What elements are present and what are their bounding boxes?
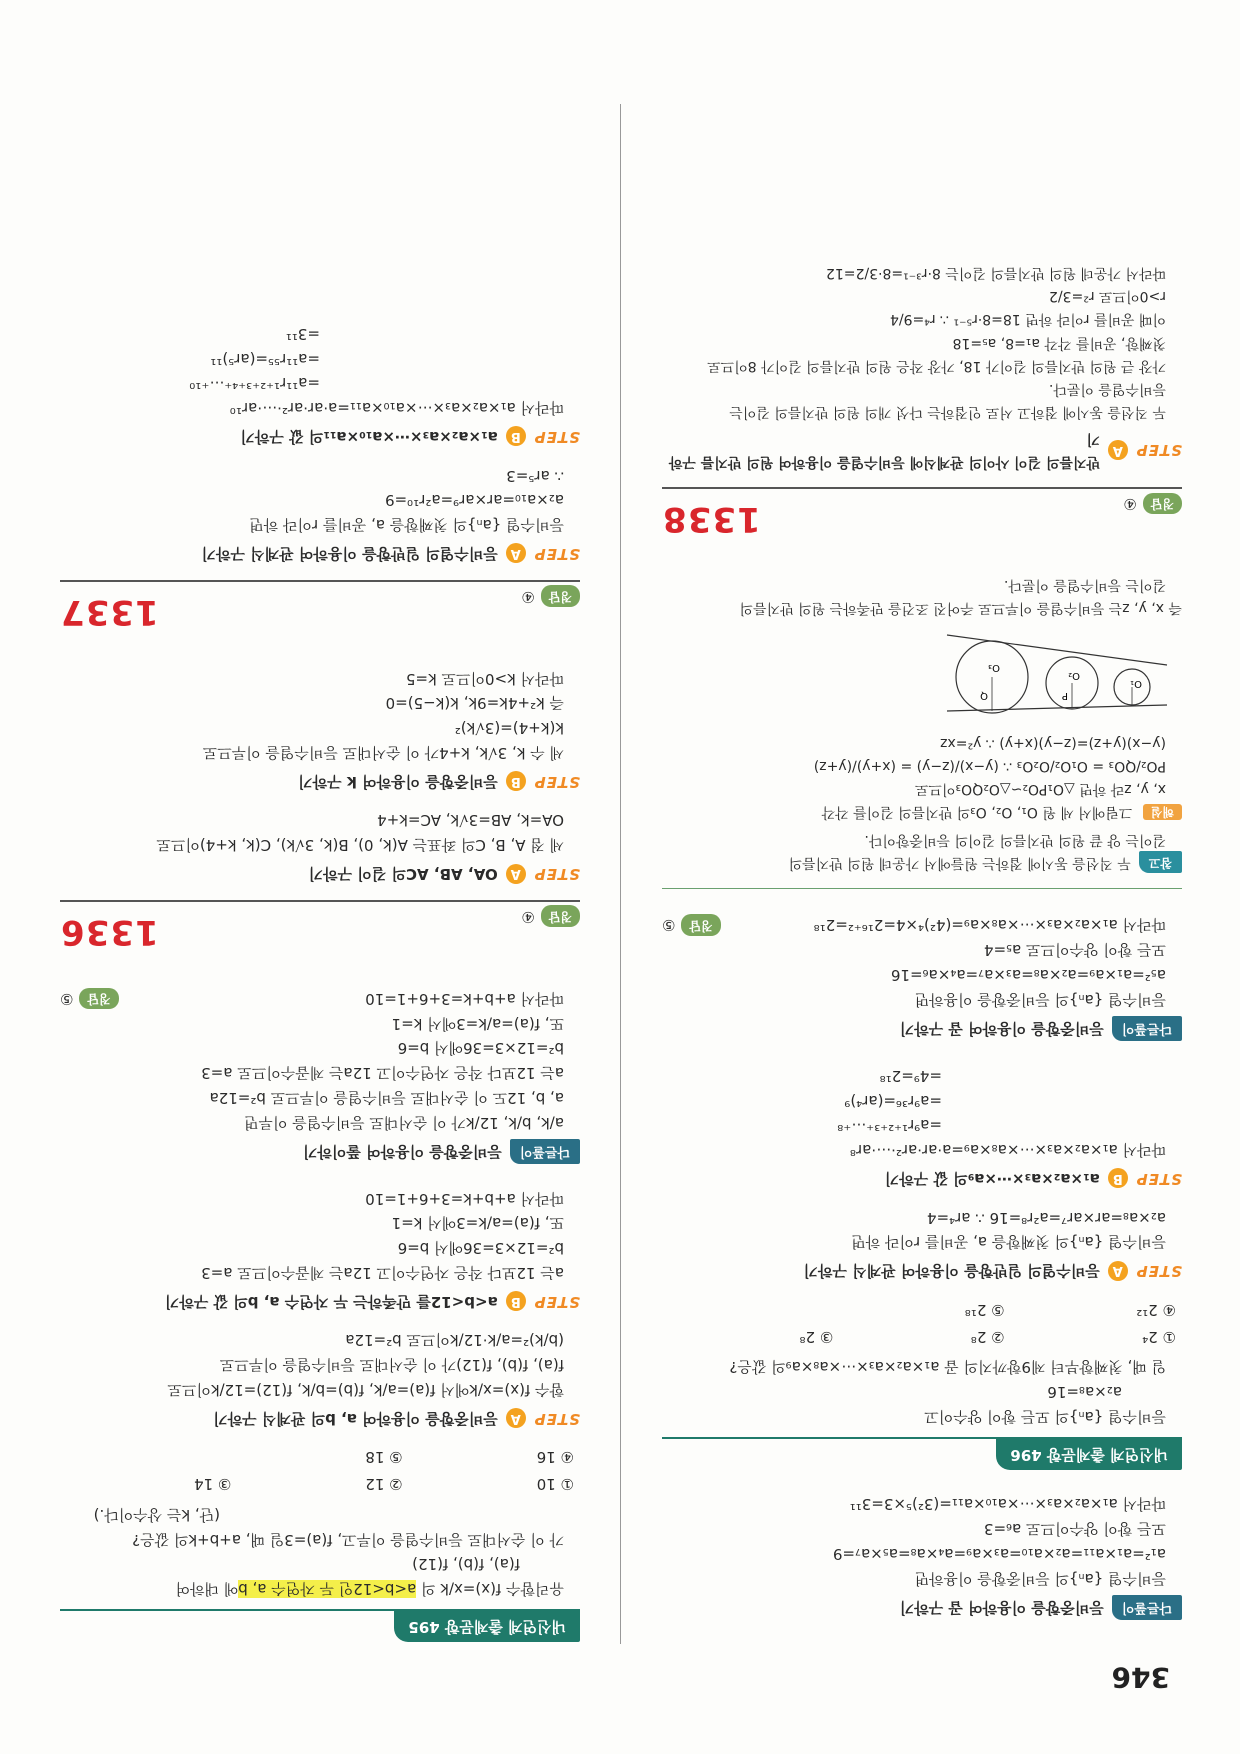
problem-line: (단, k는 상수이다.) bbox=[93, 1506, 220, 1524]
solution-line: b²=12×3=36에서 b=6 bbox=[397, 1239, 564, 1258]
step-label: A bbox=[506, 544, 526, 564]
step-tag: STEP bbox=[533, 544, 580, 563]
step-label: A bbox=[1108, 440, 1128, 460]
choice: ③ 2⁸ bbox=[799, 1327, 834, 1346]
problem-line: 유리함수 f(x)=x/k 의 a<b<12인 두 자연수 a, b에 대하여 bbox=[175, 1580, 564, 1599]
solution-line: 또, f(a)=a/k=3에서 k=1 bbox=[391, 1214, 564, 1233]
choice: ① 2⁴ bbox=[1142, 1327, 1176, 1346]
explain-line: x, y, z라 하면 △O₁PO₂∽△O₂QO₃이므로 bbox=[914, 781, 1166, 798]
answer-value: ⑤ bbox=[662, 916, 676, 935]
step-title: 등비중항을 이용하여 k 구하기 bbox=[298, 772, 498, 791]
solution-line: r>0이므로 r²=3/2 bbox=[1048, 288, 1166, 305]
explain-line bbox=[662, 800, 1182, 823]
choice: ② 2⁸ bbox=[970, 1327, 1005, 1346]
highlighted-condition: a<b<12인 두 자연수 a, b bbox=[238, 1580, 417, 1599]
note-line: 길이는 등비수열을 이룬다. bbox=[1003, 577, 1166, 594]
solution-line: 등비수열 {aₙ}의 첫째항을 a, 공비를 r이라 하면 bbox=[851, 1233, 1166, 1252]
other-solution-tag: 다른풀이 bbox=[510, 1139, 580, 1164]
tangent-line-bottom bbox=[947, 635, 1167, 665]
step-label: B bbox=[506, 1291, 526, 1311]
solution-line: 따라서 k>0이므로 k=5 bbox=[405, 669, 564, 688]
solution-line: 모든 항이 양수이므로 a₅=4 bbox=[983, 941, 1166, 960]
solution-line: 따라서 a+b+k=3+6+1=10 bbox=[365, 989, 564, 1008]
choice: ④ 16 bbox=[536, 1448, 574, 1467]
answer-value: ④ bbox=[1123, 494, 1137, 513]
solution-line: =a¹¹r¹⁺²⁺³⁺⁴⁺⋯⁺¹⁰ bbox=[189, 374, 320, 393]
fig-label: O₃ bbox=[988, 662, 1000, 674]
solution-line: 따라서 a₁×a₂×a₃×⋯×a₁₀×a₁₁=(3²)⁵×3=3¹¹ bbox=[849, 1495, 1166, 1514]
answer-box bbox=[521, 584, 580, 609]
explain-line: (y−x)(y+z)=(z−y)(x+y) ∴ y²=xz bbox=[940, 735, 1166, 752]
exam-problem-tag: 내신연계 출제문항 496 bbox=[996, 1439, 1182, 1470]
solution-line: =3¹¹ bbox=[285, 324, 320, 343]
page-number: 346 bbox=[1111, 1661, 1170, 1694]
final-line-row bbox=[662, 913, 1182, 938]
answer-box bbox=[521, 904, 580, 929]
fig-label: P bbox=[1061, 690, 1068, 702]
step-title: a₁×a₂×a₃×⋯×a₁₀×a₁₁의 값 구하기 bbox=[240, 427, 498, 446]
other-solution-header bbox=[60, 1139, 580, 1164]
choice: ② 12 bbox=[365, 1475, 403, 1494]
solution-line: 등비수열을 이룬다. bbox=[1048, 380, 1166, 397]
other-solution-title: 등비중항을 이용하여 풀이하기 bbox=[302, 1142, 502, 1161]
solution-line: 따라서 가운데 원의 반지름의 길이는 8·r³⁻¹=8·3/2=12 bbox=[825, 265, 1166, 282]
solution-line: OA=k, AB=3√k, AC=k+4 bbox=[377, 811, 564, 830]
choice: ⑤ 2¹⁸ bbox=[964, 1300, 1005, 1319]
solution-line: 따라서 a₁×a₂×a₃×⋯×a₈×a₉=a·ar·ar²·⋯·ar⁸ bbox=[849, 1141, 1166, 1160]
step-a-header bbox=[60, 1406, 580, 1431]
solution-line: 따라서 a₁×a₂×a₃×⋯×a₈×a₉=(4²)⁴×4=2¹⁶⁺²=2¹⁸ bbox=[813, 916, 1166, 935]
solution-line: a₂×a₁₀=ar×ar⁹=a²r¹⁰=9 bbox=[385, 491, 564, 510]
solution-line: 가장 큰 원의 반지름의 길이가 18, 가장 작은 원의 반지름의 길이가 8이므로 bbox=[707, 357, 1166, 374]
step-tag: STEP bbox=[1135, 1169, 1182, 1188]
exam-problem-header bbox=[60, 1609, 580, 1642]
note-line: 두 직선을 동시에 접하는 원들에서 가운데 원의 반지름의 bbox=[788, 854, 1131, 871]
solution-line: f(a), f(b), f(12)가 이 순서대로 등비수열을 이루므로 bbox=[219, 1356, 564, 1375]
answer-value: ⑤ bbox=[60, 989, 74, 1008]
solution-line: a₁²=a₁×a₁₁=a₂×a₁₀=a₃×a₉=a₄×a₈=a₅×a₇=9 bbox=[832, 1544, 1166, 1563]
solution-line: a/k, b/k, 12/k가 이 순서대로 등비수열을 이루면 bbox=[243, 1113, 564, 1132]
fig-label: O₁ bbox=[1130, 678, 1142, 690]
solution-line: 따라서 a₁×a₂×a₃×⋯×a₁₀×a₁₁=a·ar·ar²·⋯·ar¹⁰ bbox=[229, 399, 564, 418]
problem-number: 1336 bbox=[60, 912, 159, 953]
step-label: A bbox=[1108, 1261, 1128, 1281]
other-solution-title: 등비중항을 이용하여 곱 구하기 bbox=[899, 1598, 1104, 1617]
step-title: 등비수열의 일반항을 이용하여 관계식 구하기 bbox=[201, 544, 498, 563]
fig-label: O₂ bbox=[1068, 670, 1080, 682]
answer-value: ④ bbox=[521, 587, 535, 606]
answer-label: 정답 bbox=[79, 988, 118, 1010]
solution-line: 이때 공비를 r이라 하면 18=8·r⁵⁻¹ ∴ r⁴=9/4 bbox=[890, 311, 1166, 328]
step-tag: STEP bbox=[533, 772, 580, 791]
solution-line: a는 12보다 작은 자연수이고 12a는 제곱수이므로 a=3 bbox=[201, 1264, 564, 1282]
note-header bbox=[662, 851, 1182, 874]
solution-line: =a⁹r³⁶=(ar⁴)⁹ bbox=[844, 1091, 942, 1110]
solution-line: a₅²=a₁×a₉=a₂×a₈=a₃×a₇=a₄×a₆=16 bbox=[890, 965, 1166, 984]
step-label: B bbox=[1108, 1168, 1128, 1188]
step-tag: STEP bbox=[1135, 1262, 1182, 1281]
step-a-header bbox=[60, 861, 580, 886]
step-tag: STEP bbox=[533, 864, 580, 883]
step-b-header bbox=[60, 424, 580, 449]
solution-line: k(k+4)=(3√k)² bbox=[454, 719, 564, 738]
solution-line: b²=12×3=36에서 b=6 bbox=[397, 1039, 564, 1058]
explain-line: PO₂/QO₃ = O₁O₂/O₂O₃ ∴ (y−x)/(z−y) = (x+y)/(y+z) bbox=[813, 758, 1166, 775]
choice: ③ 14 bbox=[194, 1475, 232, 1494]
answer-box bbox=[60, 986, 119, 1011]
note-tag: 참고 bbox=[1139, 851, 1182, 873]
solution-line: =a¹¹r⁵⁵=(ar⁵)¹¹ bbox=[210, 349, 320, 368]
step-a-header bbox=[662, 1258, 1182, 1283]
solution-line: a, b, 12도 이 순서대로 등비수열을 이루므로 b²=12a bbox=[209, 1088, 564, 1107]
other-solution-header bbox=[662, 1016, 1182, 1041]
step-label: A bbox=[506, 864, 526, 884]
tangent-line-top bbox=[947, 705, 1167, 711]
solution-line: (b/k)²=a/k·12/k이므로 b²=12a bbox=[345, 1331, 564, 1350]
note-line: 길이는 양 끝 원의 반지름의 길이의 등비중항이다. bbox=[864, 831, 1166, 848]
solution-line: 등비수열 {aₙ}의 등비중항을 이용하면 bbox=[914, 990, 1166, 1009]
final-line-row bbox=[60, 986, 580, 1011]
answer-label: 정답 bbox=[681, 914, 720, 936]
problem-line: 가 이 순서대로 등비수열을 이루고, f(a)=3일 때, a+b+k의 값은? bbox=[132, 1530, 564, 1549]
step-tag: STEP bbox=[533, 1409, 580, 1428]
solution-line: 등비수열 {aₙ}의 첫째항을 a, 공비를 r이라 하면 bbox=[249, 516, 564, 535]
step-b-header bbox=[60, 1289, 580, 1314]
step-a-header bbox=[60, 541, 580, 566]
step-label: A bbox=[506, 1408, 526, 1428]
solution-line: 모든 항이 양수이므로 a₆=3 bbox=[983, 1520, 1166, 1539]
answer-box bbox=[662, 913, 721, 938]
solution-line: 등비수열 {aₙ}의 등비중항을 이용하면 bbox=[914, 1569, 1166, 1588]
solution-line: 세 점 A, B, C의 좌표는 A(k, 0), B(k, 3√k), C(k, k+4)이므로 bbox=[156, 836, 564, 855]
left-column bbox=[662, 261, 1182, 1642]
fig-label: Q bbox=[980, 690, 988, 702]
choice: ⑤ 18 bbox=[365, 1448, 403, 1467]
step-title: a₁×a₂×a₃×⋯×a₉의 값 구하기 bbox=[884, 1169, 1100, 1188]
column-divider bbox=[620, 104, 621, 1644]
answer-label: 정답 bbox=[541, 585, 580, 607]
solution-line: =a⁹r¹⁺²⁺³⁺⋯⁺⁸ bbox=[837, 1116, 942, 1135]
problem-line: 등비수열 {aₙ}의 모든 항이 양수이고 bbox=[924, 1407, 1166, 1426]
exam-problem-tag: 내신연계 출제문항 495 bbox=[394, 1611, 580, 1642]
other-solution-tag: 다른풀이 bbox=[1112, 1595, 1182, 1620]
problem-line: a₂×a₈=16 bbox=[1047, 1383, 1122, 1402]
problem-1336-header bbox=[60, 900, 580, 960]
answer-label: 정답 bbox=[1143, 493, 1182, 515]
choice: ④ 2¹² bbox=[1136, 1300, 1176, 1319]
step-tag: STEP bbox=[533, 1292, 580, 1311]
step-tag: STEP bbox=[533, 427, 580, 446]
step-title: 반지름의 길이 사이의 관계식에 등비수열을 이용하여 원의 반지름 구하기 bbox=[668, 430, 1101, 471]
solution-line: 또, f(a)=a/k=3에서 k=1 bbox=[391, 1014, 564, 1033]
choice: ① 10 bbox=[536, 1475, 574, 1494]
solution-line: a₂×a₈=ar×ar⁷=a²r⁸=16 ∴ ar⁴=4 bbox=[926, 1208, 1166, 1227]
solution-line: 함수 f(x)=x/k에서 f(a)=a/k, f(b)=b/k, f(12)=12/k이므로 bbox=[167, 1381, 564, 1399]
exam-problem-header bbox=[662, 1437, 1182, 1470]
step-a-header bbox=[662, 427, 1182, 473]
problem-1338-header bbox=[662, 487, 1182, 547]
step-b-header bbox=[60, 769, 580, 794]
answer-label: 정답 bbox=[541, 905, 580, 927]
problem-line: f(a), f(b), f(12) bbox=[412, 1555, 520, 1574]
answer-choices bbox=[662, 1297, 1182, 1349]
solution-line: ∴ ar⁵=3 bbox=[506, 466, 564, 485]
tangent-circles-diagram bbox=[942, 633, 1172, 723]
solution-line: 두 직선을 동시에 접하고 서로 인접하는 다섯 개의 원의 반지름의 길이는 bbox=[729, 403, 1166, 420]
section-divider bbox=[662, 888, 1182, 889]
step-title: OA, AB, AC의 길이 구하기 bbox=[308, 864, 498, 883]
step-label: B bbox=[506, 427, 526, 447]
solution-line: =4⁹=2¹⁸ bbox=[879, 1066, 942, 1085]
solution-line: a는 12보다 작은 자연수이고 12a는 제곱수이므로 a=3 bbox=[201, 1064, 564, 1083]
solution-line: 세 수 k, 3√k, k+4가 이 순서대로 등비수열을 이루므로 bbox=[202, 743, 564, 762]
other-solution-title: 등비중항을 이용하여 곱 구하기 bbox=[899, 1019, 1104, 1038]
other-solution-header bbox=[662, 1595, 1182, 1620]
step-tag: STEP bbox=[1135, 441, 1182, 460]
step-label: B bbox=[506, 771, 526, 791]
explain-tag: 해설 bbox=[1143, 804, 1182, 820]
answer-box bbox=[1123, 491, 1182, 516]
right-column bbox=[60, 321, 580, 1642]
step-title: a<b<12를 만족하는 두 자연수 a, b의 값 구하기 bbox=[164, 1292, 498, 1311]
problem-number: 1337 bbox=[60, 591, 159, 632]
note-line: 즉 x, y, z는 등비수열을 이루므로 주어진 조건을 만족하는 원의 반지름의 bbox=[739, 600, 1182, 617]
other-solution-tag: 다른풀이 bbox=[1112, 1016, 1182, 1041]
circles-figure bbox=[662, 625, 1172, 723]
answer-value: ④ bbox=[521, 907, 535, 926]
step-title: 등비중항을 이용하여 a, b의 관계식 구하기 bbox=[213, 1409, 498, 1428]
problem-line: 일 때, 첫째항부터 제9항까지의 곱 a₁×a₂×a₃×⋯×a₈×a₉의 값은? bbox=[729, 1358, 1166, 1377]
step-title: 등비수열의 일반항을 이용하여 관계식 구하기 bbox=[803, 1262, 1100, 1281]
solution-line: 첫째항, 공비를 각각 a₁=8, a₅=18 bbox=[952, 334, 1166, 351]
problem-number: 1338 bbox=[662, 499, 761, 540]
answer-choices bbox=[60, 1445, 580, 1497]
solution-line: 즉 k²+4k=9k, k(k−5)=0 bbox=[385, 694, 564, 713]
problem-1337-header bbox=[60, 580, 580, 640]
solution-line: 따라서 a+b+k=3+6+1=10 bbox=[365, 1189, 564, 1208]
step-b-header bbox=[662, 1166, 1182, 1191]
explain-text: 그림에서 세 원 O₁, O₂, O₃의 반지름의 길이를 각각 bbox=[821, 804, 1133, 821]
